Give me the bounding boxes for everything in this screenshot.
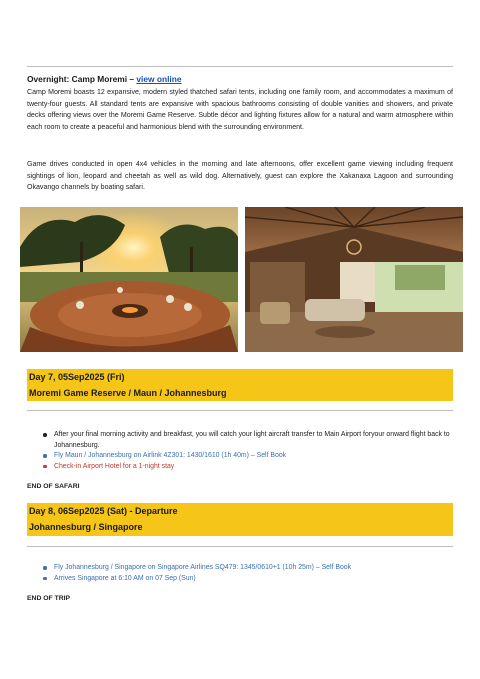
day7-title: Day 7, 05Sep2025 (Fri) [29,372,125,382]
day7-list [40,430,450,472]
list-item: Check-in Airport Hotel for a 1-night stay [40,462,450,473]
top-divider [27,66,453,67]
list-item: Arrives Singapore at 6:10 AM on 07 Sep (Sun) [40,574,450,585]
lounge-interior-photo [245,207,463,352]
bullet-icon [43,577,47,581]
bullet-icon [43,433,47,437]
day8-list [40,563,450,584]
end-of-safari-label: END OF SAFARI [27,483,80,490]
list-item: Fly Johannesburg / Singapore on Singapore Airlines SQ479: 1345/0610+1 (10h 25m) – Self Book [40,563,450,574]
list-item: Fly Maun / Johannesburg on Airlink 4Z301: 1430/1610 (1h 40m) – Self Book [40,451,450,462]
view-online-link[interactable]: view online [136,74,182,84]
camp-description: Camp Moremi boasts 12 expansive, modern styled thatched safari tents, including one family room, and accommodates a maximum of twenty-four guests. All standard tents are expansive with spacious bathrooms consisting of double vanities and showers, and private decks offering views over the Moremi Game Reserve. Subtle décor and lighting fixtures allow for a natural and warm atmosphere within each room to create a peaceful and harmonious blend with the surrounding environment. [27,89,453,131]
end-of-trip-label: END OF TRIP [27,595,71,602]
day8-title: Day 8, 06Sep2025 (Sat) - Departure [29,506,178,516]
day7-route: Moremi Game Reserve / Maun / Johannesburg [29,388,227,398]
overnight-label: Overnight: Camp Moremi – [27,74,137,84]
overnight-heading [27,74,453,84]
bullet-icon [43,465,47,469]
day8-route: Johannesburg / Singapore [29,522,143,532]
day8-divider [27,546,453,547]
list-item: After your final morning activity and breakfast, you will catch your light aircraft transfer to Main Airport foryour onward flight back to Johannesburg. [40,430,450,451]
day8-header [27,503,453,536]
bullet-icon [43,454,47,458]
day7-divider [27,410,453,411]
campfire-deck-photo [20,207,238,352]
game-drive-description: Game drives conducted in open 4x4 vehicles in the morning and late afternoons, offer excellent game viewing including frequent sightings of lion, leopard and cheetah as well as wild dog. Alternatively, guest can explore the Xakanaxa Lagoon and surrounding Okavango channels by boating safari. [27,161,453,191]
day7-header [27,369,453,401]
bullet-icon [43,566,47,570]
